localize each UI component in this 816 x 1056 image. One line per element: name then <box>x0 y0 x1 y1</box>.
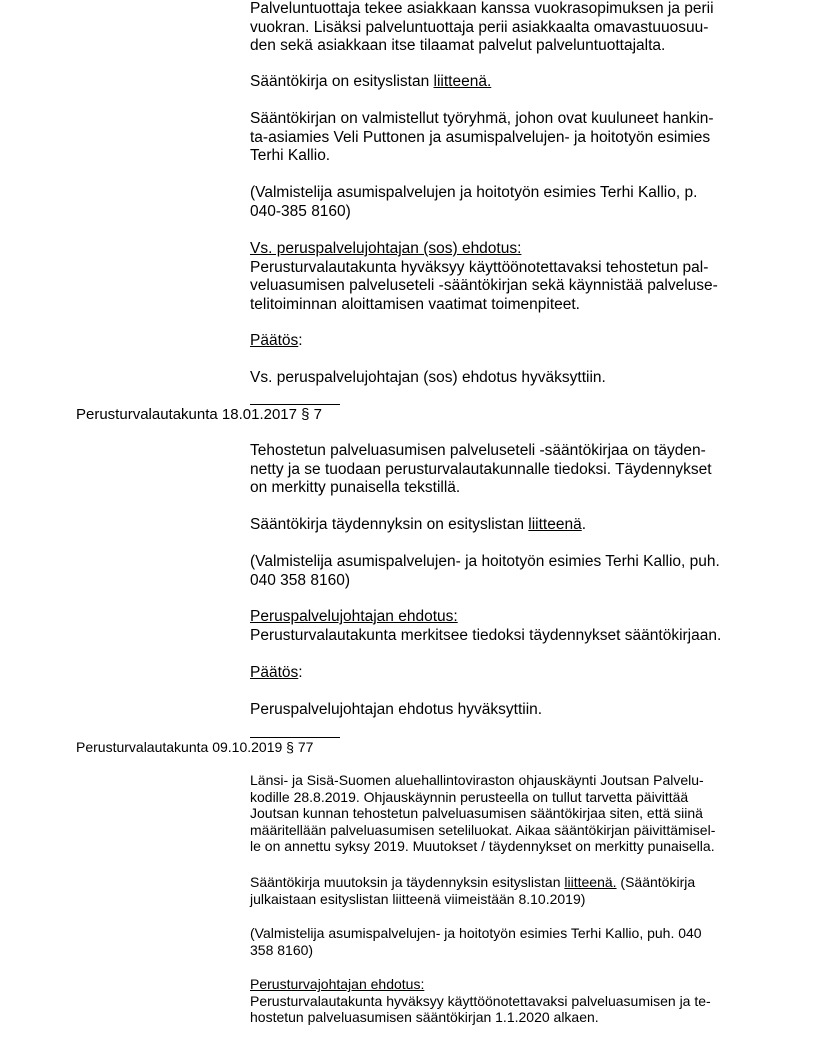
attachment-text: Sääntökirja täydennyksin on esityslistan <box>250 516 529 533</box>
attachment-note: (Sääntökirja <box>616 874 696 890</box>
text-line: Tehostetun palveluasumisen palveluseteli -sääntökirjaa on täyden- <box>250 442 706 459</box>
text-line: Sääntökirjan on valmistellut työryhmä, johon ovat kuuluneet hankin- <box>250 110 714 127</box>
text-line: le on annettu syksy 2019. Muutokset / täydennykset on merkitty punaisella. <box>250 838 715 854</box>
text-line: on merkitty punaisella tekstillä. <box>250 479 461 496</box>
decision-text <box>250 701 750 720</box>
text-line: den sekä asiakkaan itse tilaamat palvelut palveluntuottajalta. <box>250 37 666 54</box>
text-line: Perusturvalautakunta hyväksyy käyttöönotettavaksi palveluasumisen ja te- <box>250 992 711 1009</box>
preparer-contact <box>250 925 750 958</box>
proposal-section <box>250 976 750 1026</box>
text-line: (Valmistelija asumispalvelujen ja hoitotyön esimies Terhi Kallio, p. <box>250 184 698 201</box>
text-line: 040 358 8160) <box>250 571 350 589</box>
decision-colon: : <box>298 664 303 681</box>
attachment-paragraph <box>250 73 750 92</box>
text-line: Peruspalvelujohtajan ehdotus hyväksyttiin. <box>250 701 543 718</box>
attachment-link[interactable]: liitteenä <box>528 516 582 533</box>
text-line: Terhi Kallio. <box>250 147 331 164</box>
intro-paragraph <box>250 442 750 498</box>
text-line: vuokran. Lisäksi palveluntuottaja perii asiakkaalta omavastuuosuu- <box>250 18 709 36</box>
preparer-contact <box>250 184 750 221</box>
intro-paragraph <box>250 772 750 855</box>
attachment-link[interactable]: liitteenä. <box>564 874 617 890</box>
proposal-heading: Perusturvajohtajan ehdotus: <box>250 976 425 992</box>
attachment-text: Sääntökirja muutoksin ja täydennyksin esityslistan <box>250 874 565 890</box>
text-line: julkaistaan esityslistan liitteenä viimeistään 8.10.2019) <box>250 890 586 907</box>
text-line: ta-asiamies Veli Puttonen ja asumispalvelujen- ja hoitotyön esimies <box>250 128 711 146</box>
decision-heading: Päätös <box>250 664 299 681</box>
decision-text <box>250 369 750 388</box>
text-line: Länsi- ja Sisä-Suomen aluehallintoviraston ohjauskäynti Joutsan Palvelu- <box>250 772 704 788</box>
decision-heading: Päätös <box>250 332 299 349</box>
attachment-period: . <box>581 516 587 533</box>
decision-heading-block <box>250 664 750 683</box>
text-line: Perusturvalautakunta merkitsee tiedoksi täydennykset sääntökirjaan. <box>250 626 722 644</box>
text-line: (Valmistelija asumispalvelujen- ja hoitotyön esimies Terhi Kallio, puh. <box>250 553 720 570</box>
text-line: Perusturvalautakunta hyväksyy käyttöönotettavaksi tehostetun pal- <box>250 258 709 276</box>
text-line: Palveluntuottaja tekee asiakkaan kanssa vuokrasopimuksen ja perii <box>250 0 714 17</box>
text-line: netty ja se tuodaan perusturvalautakunnalle tiedoksi. Täydennykset <box>250 460 712 478</box>
text-line: telitoiminnan aloittamisen vaatimat toimenpiteet. <box>250 295 580 313</box>
decision-colon: : <box>298 332 303 349</box>
proposal-section <box>250 240 750 314</box>
meeting-heading: Perusturvalautakunta 09.10.2019 § 77 <box>76 739 314 755</box>
decision-heading-block <box>250 332 750 351</box>
attachment-paragraph <box>250 516 750 535</box>
proposal-heading: Vs. peruspalvelujohtajan (sos) ehdotus: <box>250 240 522 257</box>
attachment-paragraph <box>250 874 750 907</box>
text-line: 358 8160) <box>250 941 314 958</box>
proposal-heading: Peruspalvelujohtajan ehdotus: <box>250 608 458 625</box>
attachment-link[interactable]: liitteenä. <box>433 73 492 90</box>
attachment-text: Sääntökirja on esityslistan <box>250 73 434 90</box>
text-line: määritellään palveluasumisen seteliluokat. Aikaa sääntökirjan päivittämisel- <box>250 821 716 838</box>
working-group-paragraph <box>250 110 750 166</box>
preparer-contact <box>250 553 750 590</box>
section-divider <box>250 737 340 738</box>
meeting-heading: Perusturvalautakunta 18.01.2017 § 7 <box>76 406 323 423</box>
text-line: hostetun palveluasumisen sääntökirjan 1.1.2020 alkaen. <box>250 1009 599 1025</box>
text-line: 040-385 8160) <box>250 202 351 220</box>
text-line: Joutsan kunnan tehostetun palveluasumisen sääntökirjaa siten, että siinä <box>250 805 703 821</box>
intro-paragraph <box>250 0 750 56</box>
text-line: kodille 28.8.2019. Ohjauskäynnin perusteella on tullut tarvetta päivittää <box>250 788 689 805</box>
proposal-section <box>250 608 750 645</box>
text-line: veluasumisen palveluseteli -sääntökirjan sekä käynnistää palveluse- <box>250 277 718 294</box>
section-divider <box>250 404 340 405</box>
text-line: Vs. peruspalvelujohtajan (sos) ehdotus hyväksyttiin. <box>250 369 606 386</box>
text-line: (Valmistelija asumispalvelujen- ja hoitotyön esimies Terhi Kallio, puh. 040 <box>250 925 702 941</box>
